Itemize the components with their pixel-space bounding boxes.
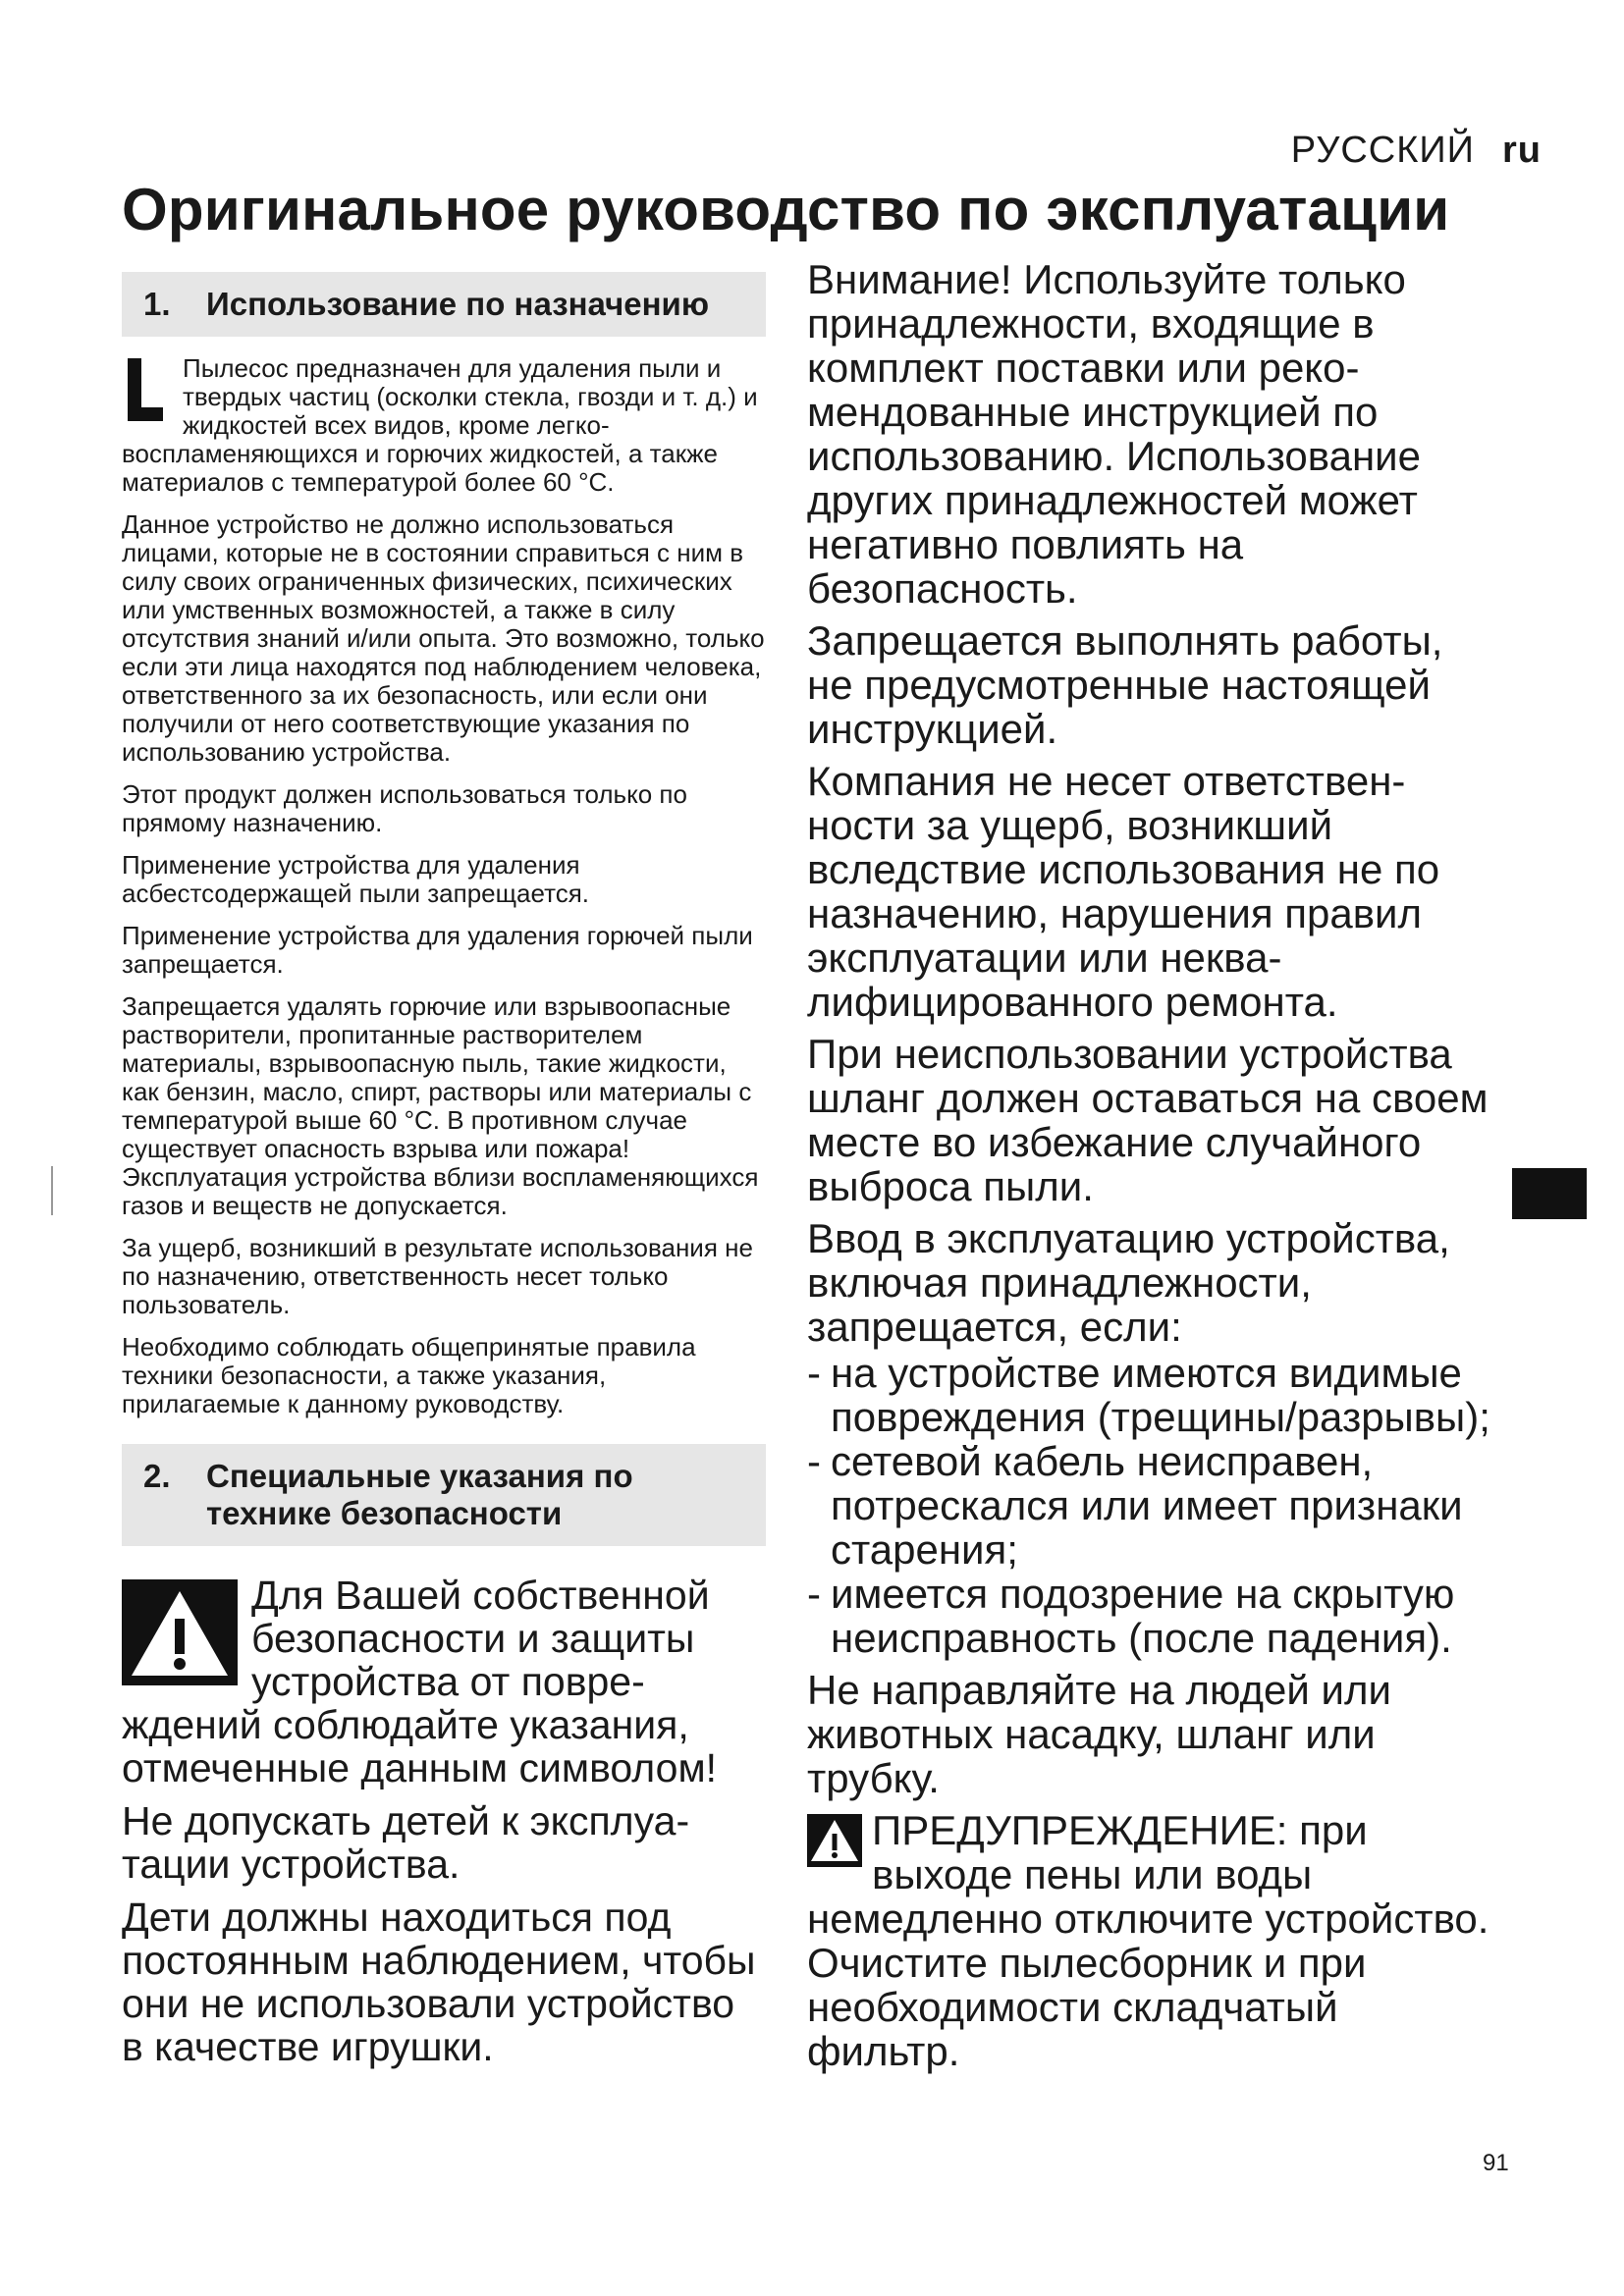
right-paragraph: Внимание! Используйте только принадлежности, входящие в комплект поставки или рекомендованные инструкцией по использованию. Использование других принадлежностей может негативно повлиять на безопасность. [807,256,1421,612]
section-1-paragraph: Данное устройство не должно использоваться лицами, которые не в состоянии справиться с ним в силу своих ограниченных физических, психических или умственных возможностей, а также в силу отсутствия знаний и/или опыта. Это возможно, только если эти лица находятся под наблюдением человека, ответственного за их безопасность, или если они получили от него соответствующие указания по использованию устройства. [122,509,765,767]
language-code: ru [1502,130,1542,171]
right-paragraph: Ввод в эксплуатацию устройства, включая принадлежности, запрещается, если: [807,1215,1450,1350]
section-2-heading [122,1444,766,1546]
warning-triangle-small-icon [807,1814,862,1867]
dropcap-l-icon [122,356,169,425]
safety-warning-block [122,1574,766,1789]
list-item: - на устройстве имеются видимые повреждения (трещины/разрывы); [807,1351,1494,1439]
section-1-paragraph: Необходимо соблюдать общепринятые правила техники безопасности, а также указания, прилагаемые к данному руководству. [122,1332,696,1418]
section-1-paragraph: За ущерб, возникший в результате использования не по назначению, ответственность несет только пользователь. [122,1233,753,1319]
foam-warning-text: ПРЕДУПРЕЖДЕНИЕ: при выходе пены или воды немедленно отключите устройство. Очистите пылесборник и при необходимости складчатый фильтр. [807,1807,1489,2074]
warning-triangle-icon [122,1579,238,1685]
section-1-paragraph-text: Пылесос предназначен для удаления пыли и твердых частиц (осколки стекла, гвозди и т. д.) и жидкостей всех видов, кроме легковоспламеняющихся и горючих жидкостей, а также материалов с температурой более 60 °C. [122,353,758,497]
section-1-paragraph: Этот продукт должен использоваться только по прямому назначению. [122,779,687,837]
section-2-number: 2. [143,1458,171,1494]
list-item: - имеется подозрение на скрытую неисправность (после падения). [807,1572,1494,1660]
conditions-list [807,1351,1494,1660]
section-1-title: Использование по назначению [206,286,709,322]
safety-warning-intro: Для Вашей собственной безопасности и защиты устройства от повреждений соблюдайте указания, отмеченные данным символом! [122,1573,718,1790]
right-paragraph: Компания не несет ответственности за ущерб, возникший вследствие использования не по назначению, нарушения правил эксплуатации или неквалифицированного ремонта. [807,758,1440,1025]
section-2-paragraph: Не допускать детей к эксплуатации устройства. [122,1798,690,1887]
foam-warning [807,1808,1494,2073]
right-paragraph: При неиспользовании устройства шланг должен оставаться на своем месте во избежание случайного выброса пыли. [807,1031,1489,1209]
section-thumb-tab [1512,1168,1587,1219]
section-2-title: Специальные указания по технике безопасности [206,1458,633,1531]
section-1-paragraph: Применение устройства для удаления горючей пыли запрещается. [122,921,753,979]
document-title: Оригинальное руководство по эксплуатации [122,177,1450,242]
language-header [1227,130,1542,172]
section-2-paragraph: Дети должны находиться под постоянным наблюдением, чтобы они не использовали устройство в качестве игрушки. [122,1895,756,2069]
section-1-paragraph: Применение устройства для удаления асбестсодержащей пыли запрещается. [122,850,589,908]
section-1-paragraph [122,354,766,497]
margin-mark [51,1166,53,1215]
section-1-heading [122,272,766,337]
section-1-paragraph: Запрещается удалять горючие или взрывоопасные растворители, пропитанные растворителем материалы, взрывоопасную пыль, такие жидкости, как бензин, масло, спирт, растворы или материалы с температурой выше 60 °C. В противном случае существует опасность взрыва или пожара! Эксплуатация устройства вблизи воспламеняющихся газов и веществ не допускается. [122,991,759,1220]
left-column [122,272,766,2078]
language-name: РУССКИЙ [1290,130,1475,171]
section-1-number: 1. [143,286,171,322]
page-number: 91 [1483,2150,1509,2176]
list-item: - сетевой кабель неисправен, потрескался или имеет признаки старения; [807,1439,1494,1572]
right-paragraph: Запрещается выполнять работы, не предусмотренные настоящей инструкцией. [807,617,1443,752]
right-column [807,257,1494,2081]
right-paragraph: Не направляйте на людей или животных насадку, шланг или трубку. [807,1667,1391,1801]
